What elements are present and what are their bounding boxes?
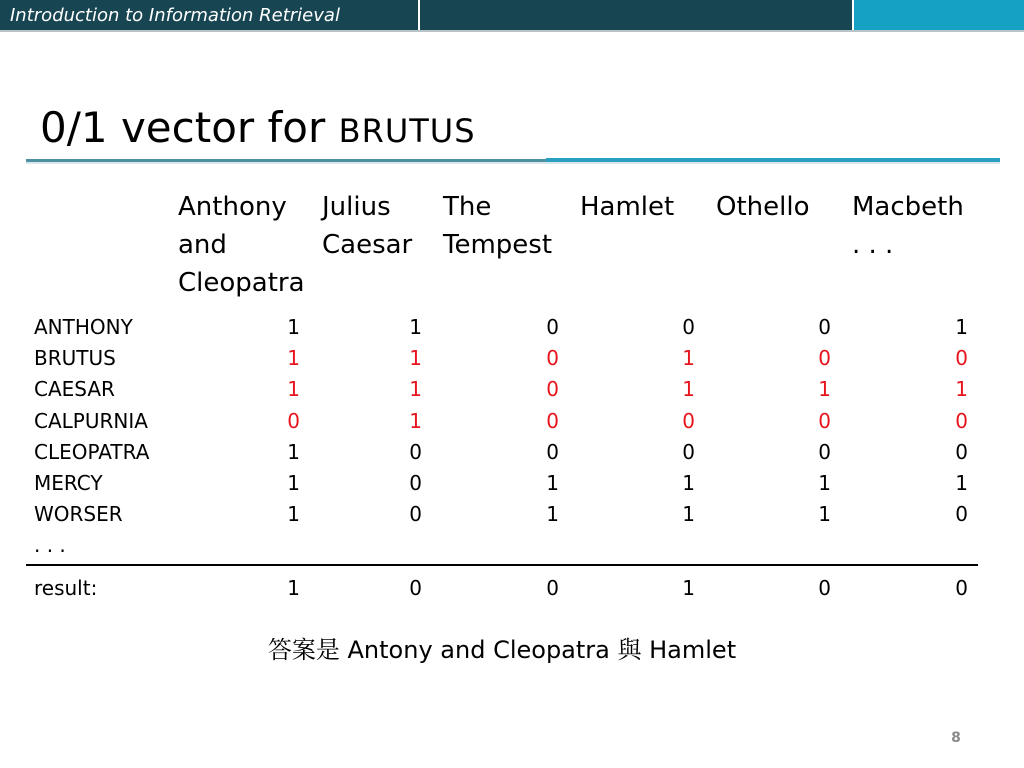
table-row-term: ANTHONY: [34, 315, 133, 339]
table-cell: 0: [546, 315, 559, 339]
table-cell: 1: [682, 346, 695, 371]
table-cell: 1: [409, 408, 422, 433]
table-cell: 0: [955, 439, 968, 464]
column-header: Hamlet: [580, 192, 675, 222]
title-rule: [26, 158, 1000, 162]
table-cell: 0: [818, 315, 831, 339]
slide-title-term: BRUTUS: [338, 112, 476, 150]
table-cell: 0: [409, 576, 422, 600]
table-cell: 1: [409, 377, 422, 402]
banner-underline: [0, 30, 1024, 32]
table-row: [0, 374, 1024, 404]
table-cell: 1: [955, 377, 968, 402]
table-row: [0, 343, 1024, 373]
banner-segment-accent: [854, 0, 1024, 30]
table-row: [0, 468, 1024, 498]
table-cell: 1: [409, 346, 422, 371]
table-cell: 1: [287, 377, 300, 402]
table-cell: 1: [818, 502, 831, 527]
page-number: 8: [951, 730, 961, 746]
column-header: The Tempest: [443, 192, 553, 260]
table-cell: 1: [287, 502, 300, 527]
table-cell: 0: [682, 408, 695, 433]
table-cell: 0: [955, 576, 968, 600]
table-cell: 1: [818, 471, 831, 495]
table-cell: 0: [955, 502, 968, 527]
table-cell: 0: [287, 408, 300, 433]
column-header: Anthony and Cleopatra: [178, 192, 305, 298]
table-cell: 0: [682, 439, 695, 464]
slide-title-prefix: 0/1 vector for: [40, 103, 339, 152]
table-cell: 1: [682, 471, 695, 495]
banner-title: Introduction to Information Retrieval: [10, 5, 340, 26]
table-cell: 1: [287, 439, 300, 464]
table-cell: 0: [818, 439, 831, 464]
column-header: Julius Caesar: [322, 192, 413, 260]
table-cell: 1: [818, 377, 831, 402]
table-cell: 0: [409, 502, 422, 527]
column-header: Othello: [716, 192, 810, 222]
table-row: [0, 499, 1024, 529]
table-row-term: WORSER: [34, 502, 123, 527]
table-cell: 0: [955, 408, 968, 433]
table-row: [0, 437, 1024, 467]
table-row-term: CALPURNIA: [34, 408, 148, 433]
slide-title: [40, 104, 476, 155]
table-cell: 0: [818, 346, 831, 371]
table-row-term: CAESAR: [34, 377, 115, 402]
table-ellipsis: . . .: [34, 533, 66, 558]
table-cell: 1: [409, 315, 422, 339]
result-rule: [26, 564, 978, 566]
table-cell: 0: [682, 315, 695, 339]
table-row-term: BRUTUS: [34, 346, 116, 371]
table-cell: 0: [546, 377, 559, 402]
table-cell: 0: [409, 471, 422, 495]
top-banner: [0, 0, 1024, 32]
result-row-term: result:: [34, 576, 98, 600]
table-cell: 1: [682, 502, 695, 527]
table-cell: 1: [287, 576, 300, 600]
banner-segment-middle: [420, 0, 852, 30]
table-cell: 0: [546, 576, 559, 600]
table-cell: 0: [409, 439, 422, 464]
table-cell: 1: [287, 315, 300, 339]
table-cell: 1: [955, 471, 968, 495]
answer-text: 答案是 Antony and Cleopatra 與 Hamlet: [267, 636, 737, 664]
table-row: [0, 406, 1024, 436]
result-row: [0, 573, 1024, 603]
table-cell: 1: [287, 471, 300, 495]
table-row-term: MERCY: [34, 471, 103, 495]
table-cell: 1: [546, 502, 559, 527]
column-header: Macbeth . . .: [852, 192, 964, 260]
table-cell: 1: [287, 346, 300, 371]
table-row: [0, 312, 1024, 342]
table-cell: 0: [546, 346, 559, 371]
table-cell: 0: [955, 346, 968, 371]
table-cell: 1: [955, 315, 968, 339]
table-cell: 0: [818, 576, 831, 600]
table-cell: 1: [682, 377, 695, 402]
table-cell: 0: [818, 408, 831, 433]
table-row-term: CLEOPATRA: [34, 439, 150, 464]
table-cell: 0: [546, 408, 559, 433]
table-cell: 1: [682, 576, 695, 600]
table-cell: 1: [546, 471, 559, 495]
table-cell: 0: [546, 439, 559, 464]
